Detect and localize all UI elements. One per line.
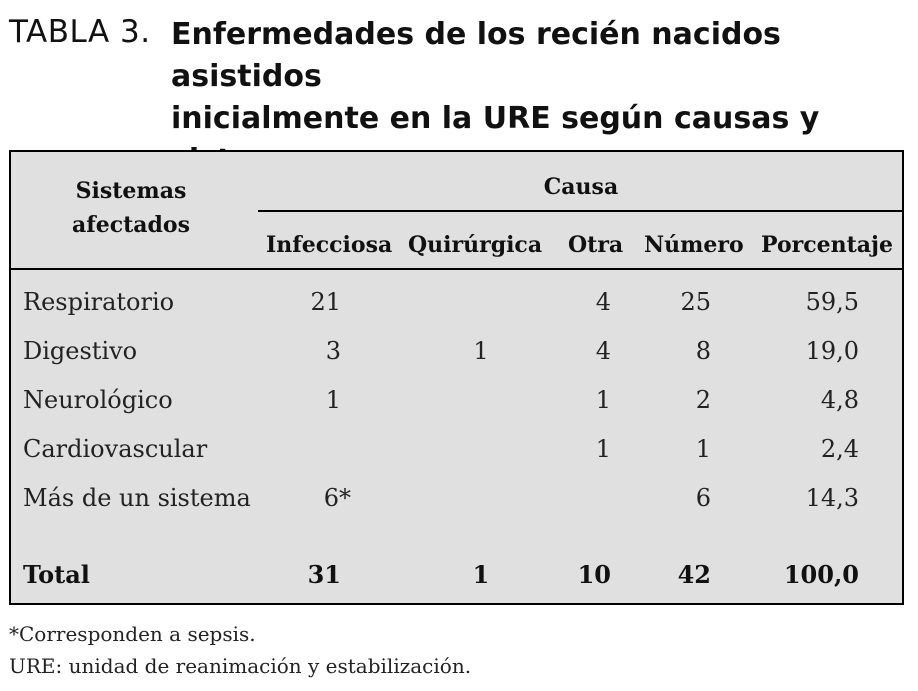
row-4-numero: 1	[695, 435, 711, 463]
row-3-infecciosa: 1	[325, 386, 341, 414]
header-porcentaje: Porcentaje	[761, 232, 893, 258]
header-quirurgica: Quirúrgica	[408, 232, 543, 258]
row-2-infecciosa: 3	[325, 337, 341, 365]
row-3-porcentaje: 4,8	[820, 386, 859, 414]
footnote-ure: URE: unidad de reanimación y estabilización.	[9, 654, 472, 678]
header-infecciosa: Infecciosa	[266, 232, 393, 258]
total-numero: 42	[677, 560, 711, 589]
row-3-otra: 1	[595, 386, 611, 414]
row-5-sistema: Más de un sistema	[23, 484, 251, 512]
header-bottom-rule	[11, 268, 904, 270]
total-infecciosa: 31	[307, 560, 341, 589]
row-1-porcentaje: 59,5	[805, 288, 859, 316]
row-2-sistema: Digestivo	[23, 337, 138, 365]
row-4-porcentaje: 2,4	[820, 435, 859, 463]
row-2-otra: 4	[595, 337, 611, 365]
data-table	[9, 150, 904, 605]
row-2-quirurgica: 1	[473, 337, 489, 365]
row-1-numero: 25	[680, 288, 711, 316]
caption-line-2: inicialmente en la URE según causas y	[171, 101, 820, 136]
row-2-porcentaje: 19,0	[805, 337, 859, 365]
row-5-numero: 6	[695, 484, 711, 512]
header-numero: Número	[644, 232, 744, 258]
total-otra: 10	[577, 560, 611, 589]
header-otra: Otra	[568, 232, 624, 258]
row-4-sistema: Cardiovascular	[23, 435, 208, 463]
header-causa: Causa	[543, 174, 619, 200]
row-1-sistema: Respiratorio	[23, 288, 175, 316]
row-5-infecciosa: 6*	[323, 484, 351, 512]
header-sistemas-line2: afectados	[72, 212, 190, 238]
total-label: Total	[23, 560, 90, 589]
row-4-otra: 1	[595, 435, 611, 463]
row-2-numero: 8	[695, 337, 711, 365]
header-sistemas-line1: Sistemas	[75, 178, 187, 204]
footnote-sepsis: *Corresponden a sepsis.	[9, 622, 256, 646]
row-3-sistema: Neurológico	[23, 386, 173, 414]
row-1-otra: 4	[595, 288, 611, 316]
row-5-porcentaje: 14,3	[805, 484, 859, 512]
table-number: TABLA 3.	[9, 14, 151, 50]
caption-line-1: Enfermedades de los recién nacidos asistidos	[171, 17, 781, 94]
total-porcentaje: 100,0	[783, 560, 859, 589]
total-quirurgica: 1	[472, 560, 490, 589]
row-3-numero: 2	[695, 386, 711, 414]
row-1-infecciosa: 21	[310, 288, 341, 316]
header-causa-rule	[258, 210, 904, 212]
